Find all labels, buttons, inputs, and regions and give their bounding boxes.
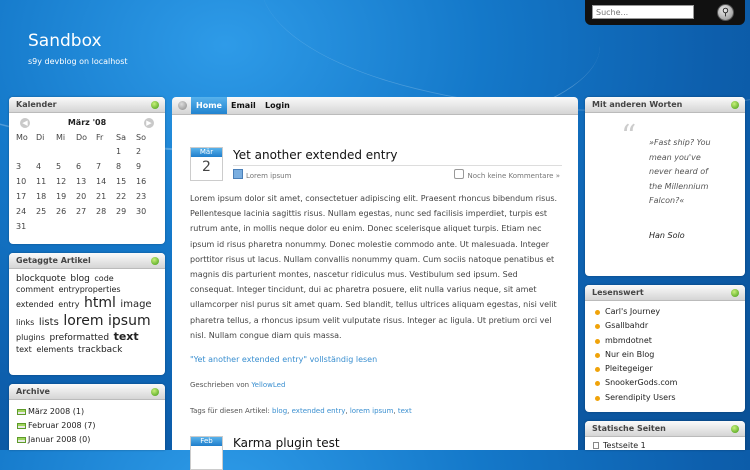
next-arrow-icon[interactable]: ▶ xyxy=(144,118,154,128)
post-comments-label: Noch keine Kommentare » xyxy=(467,172,560,180)
calendar-day: 20 xyxy=(76,192,87,201)
reading-widget xyxy=(585,285,745,412)
tags-label: Tags für diesen Artikel: xyxy=(190,407,270,415)
bullet-icon xyxy=(595,310,600,315)
archive-title: Archive xyxy=(16,387,50,396)
calendar-day: 21 xyxy=(96,192,107,201)
calendar-icon xyxy=(17,437,26,443)
calendar-day: 12 xyxy=(56,177,67,186)
calendar-icon xyxy=(17,409,26,415)
post-body: Lorem ipsum dolor sit amet, consectetuer adipiscing elit. Praesent rhoncus bibendum risus. Pellentesque lacinia sagittis risus. Nullam egestas, nunc sed facilisis imperdiet, turpis est rutrum ante, in mollis neque dolor eu enim. Donec scelerisque aliquet turpis. Etiam nec ipsum id risus pharetra nonummy. Donec molestie commodo ante. Ut malesuada. Integer porttitor risus ut lacus. Nullam convallis nonummy quam. Cum sociis natoque penatibus et magnis dis parturient montes, nascetur ridiculus mus. Vestibulum sed ipsum. Sed consequat. Integer tincidunt, dui ac pharetra posuere, elit nulla varius neque, sit amet ullamcorper nisl purus sit amet quam. Sed blandit, tellus ultrices aliquam egestas, nisi velit pharetra tellus, a rhoncus ipsum velit vulputate risus. Integer ac ligula. Ut pretium orci vel nisl. Nullam congue diam quis massa. xyxy=(190,194,558,340)
post-date-badge xyxy=(190,436,223,470)
page-icon xyxy=(593,442,599,449)
author-link[interactable]: YellowLed xyxy=(251,381,286,389)
calendar-day: 19 xyxy=(56,192,67,201)
tag-link[interactable]: trackback xyxy=(78,344,123,355)
reading-item[interactable] xyxy=(585,305,745,319)
calendar-day: 25 xyxy=(36,207,47,216)
archive-item[interactable] xyxy=(9,419,165,433)
search-button[interactable] xyxy=(717,4,734,21)
calendar-day: 8 xyxy=(116,162,122,171)
bullet-icon xyxy=(595,396,600,401)
calendar-day[interactable]: 2 xyxy=(136,147,142,156)
calendar-day xyxy=(96,144,116,159)
toggle-icon[interactable] xyxy=(731,289,739,297)
tag-link[interactable]: entryproperties xyxy=(58,285,121,295)
calendar-day xyxy=(76,219,96,234)
quote-mark-icon: “ xyxy=(621,119,637,154)
reading-label: Gsallbahdr xyxy=(605,321,649,331)
tag-link[interactable]: comment xyxy=(16,285,55,295)
archive-widget xyxy=(9,384,165,450)
comment-icon xyxy=(454,169,464,179)
calendar-day: 28 xyxy=(96,207,107,216)
tag-link[interactable]: entry xyxy=(58,300,80,310)
post-month: Mär xyxy=(191,148,222,157)
tag-link[interactable]: extended entry xyxy=(291,407,346,415)
reading-title: Lesenswert xyxy=(592,288,644,297)
calendar-day xyxy=(56,144,76,159)
calendar-day: 7 xyxy=(96,162,102,171)
tag-link[interactable]: lists xyxy=(38,316,59,328)
toggle-icon[interactable] xyxy=(151,257,159,265)
calendar-day: 3 xyxy=(16,162,22,171)
tag-link[interactable]: code xyxy=(94,274,114,283)
calendar-day xyxy=(56,219,76,234)
calendar-day xyxy=(136,219,156,234)
weekday: Mi xyxy=(56,132,66,142)
static-page-item[interactable] xyxy=(585,439,745,450)
tags-header xyxy=(9,253,165,269)
reading-list xyxy=(585,301,745,405)
calendar-grid xyxy=(16,130,156,234)
search-bar xyxy=(585,0,745,25)
calendar-day xyxy=(116,219,136,234)
calendar-day: 9 xyxy=(136,162,142,171)
tag-link[interactable]: ipsum xyxy=(108,312,151,329)
archive-label: Februar 2008 (7) xyxy=(28,421,96,430)
tag-link[interactable]: image xyxy=(120,299,152,311)
nav-email[interactable]: Email xyxy=(231,101,256,110)
toggle-icon[interactable] xyxy=(731,425,739,433)
post-day: 2 xyxy=(202,159,211,175)
bullet-icon xyxy=(595,381,600,386)
post-title[interactable]: Karma plugin test xyxy=(233,436,340,450)
tag-link[interactable]: blockquote xyxy=(16,274,66,284)
reading-item[interactable] xyxy=(585,362,745,376)
bullet-icon xyxy=(595,324,600,329)
tag-link[interactable]: blog xyxy=(272,407,288,415)
main-content xyxy=(172,115,578,450)
reading-label: SnookerGods.com xyxy=(605,378,678,388)
quote-title: Mit anderen Worten xyxy=(592,100,683,109)
calendar-day xyxy=(96,219,116,234)
post-comments[interactable] xyxy=(454,169,560,180)
post-category[interactable] xyxy=(233,169,291,180)
post-footer-tags: Tags für diesen Artikel: blog, extended entry, lorem ipsum, text xyxy=(190,407,412,415)
reading-item[interactable] xyxy=(585,319,745,333)
calendar-day xyxy=(36,219,56,234)
post-title[interactable]: Yet another extended entry xyxy=(233,148,398,162)
tag-link[interactable]: text xyxy=(16,344,32,354)
calendar-day: 13 xyxy=(76,177,87,186)
calendar-day: 16 xyxy=(136,177,147,186)
calendar-day: 24 xyxy=(16,207,27,216)
weekday: Sa xyxy=(116,132,126,142)
tag-cloud xyxy=(9,269,165,361)
nav-login[interactable]: Login xyxy=(265,101,290,110)
archive-list xyxy=(9,400,165,447)
weekday: Fr xyxy=(96,132,104,142)
quote-header xyxy=(585,97,745,113)
bullet-icon xyxy=(595,353,600,358)
quote-text: »Fast ship? You mean you've never heard of the Millennium Falcon?« xyxy=(649,138,711,205)
tag-link[interactable]: blog xyxy=(70,274,90,284)
reading-label: Pleitegeiger xyxy=(605,364,653,374)
tag-link[interactable]: extended xyxy=(16,300,54,310)
prev-arrow-icon[interactable]: ◀ xyxy=(20,118,30,128)
calendar-day xyxy=(16,144,36,159)
tags-title: Getaggte Artikel xyxy=(16,256,91,265)
static-pages-title: Statische Seiten xyxy=(592,424,666,433)
written-by-label: Geschrieben von xyxy=(190,381,250,389)
main-nav xyxy=(172,97,578,115)
calendar-title: Kalender xyxy=(16,100,57,109)
calendar-day: 1 xyxy=(116,147,122,156)
calendar-day: 10 xyxy=(16,177,27,186)
calendar-icon xyxy=(17,423,26,429)
calendar-day: 11 xyxy=(36,177,47,186)
post-date-badge xyxy=(190,147,223,181)
calendar-day: 31 xyxy=(16,222,27,231)
static-pages-header xyxy=(585,421,745,437)
calendar-day: 26 xyxy=(56,207,67,216)
reading-label: Carl's Journey xyxy=(605,307,661,316)
tag-link[interactable]: text xyxy=(397,407,412,415)
post-footer-author xyxy=(190,381,285,389)
calendar-day xyxy=(76,144,96,159)
reading-label: Nur ein Blog xyxy=(605,349,655,359)
post-category-label: Lorem ipsum xyxy=(246,172,292,180)
divider xyxy=(233,165,562,166)
post-month: Feb xyxy=(191,437,222,446)
tag-link[interactable]: links xyxy=(16,317,35,327)
calendar-widget xyxy=(9,97,165,244)
calendar-day xyxy=(36,144,56,159)
archive-label: März 2008 (1) xyxy=(28,407,85,416)
reading-label: Serendipity Users xyxy=(605,392,676,402)
archive-label: Januar 2008 (0) xyxy=(28,435,91,444)
reading-label: mbmdotnet xyxy=(605,335,652,345)
tag-link[interactable]: elements xyxy=(36,344,74,354)
tags-widget xyxy=(9,253,165,375)
static-page-label: Testseite 1 xyxy=(603,441,646,450)
read-more-link[interactable]: "Yet another extended entry" vollständig lesen xyxy=(190,355,378,364)
tag-link[interactable]: lorem xyxy=(63,312,104,329)
reading-item[interactable] xyxy=(585,391,745,405)
toggle-icon[interactable] xyxy=(151,388,159,396)
calendar-day: 27 xyxy=(76,207,87,216)
calendar-header xyxy=(9,97,165,113)
weekday: So xyxy=(136,132,146,142)
site-tagline: s9y devblog on localhost xyxy=(28,57,128,66)
reading-header xyxy=(585,285,745,301)
tag-link[interactable]: html xyxy=(83,295,116,312)
tag-link[interactable]: text xyxy=(113,330,139,344)
weekday: Di xyxy=(36,132,45,142)
toggle-icon[interactable] xyxy=(151,101,159,109)
calendar-day: 6 xyxy=(76,162,82,171)
archive-item[interactable] xyxy=(9,405,165,419)
archive-header xyxy=(9,384,165,400)
calendar-day: 15 xyxy=(116,177,127,186)
site-title[interactable]: Sandbox xyxy=(28,31,102,51)
bullet-icon xyxy=(595,367,600,372)
calendar-day: 23 xyxy=(136,192,147,201)
static-pages-list xyxy=(585,437,745,450)
calendar-day: 29 xyxy=(116,207,127,216)
static-pages-widget xyxy=(585,421,745,450)
weekday: Mo xyxy=(16,132,28,142)
archive-item[interactable] xyxy=(9,433,165,447)
weekday: Do xyxy=(76,132,88,142)
calendar-day: 17 xyxy=(16,192,27,201)
calendar-day: 30 xyxy=(136,207,147,216)
reading-item[interactable] xyxy=(585,376,745,390)
reading-item[interactable] xyxy=(585,334,745,348)
nav-home[interactable]: Home xyxy=(191,97,227,114)
reading-item[interactable] xyxy=(585,348,745,362)
search-input[interactable] xyxy=(592,5,694,19)
tag-link[interactable]: plugins xyxy=(16,333,45,343)
toggle-icon[interactable] xyxy=(731,101,739,109)
calendar-month: März '08 xyxy=(67,118,107,127)
calendar-day: 4 xyxy=(36,162,42,171)
tag-link[interactable]: preformatted xyxy=(49,333,110,344)
folder-icon xyxy=(233,169,243,179)
nav-bullet-icon xyxy=(178,101,187,110)
quote-author: Han Solo xyxy=(649,231,685,240)
tag-link[interactable]: lorem ipsum xyxy=(349,407,394,415)
magnifier-icon: ⚲ xyxy=(721,7,730,18)
bullet-icon xyxy=(595,339,600,344)
calendar-day: 14 xyxy=(96,177,107,186)
quote-widget xyxy=(585,97,745,276)
calendar-nav xyxy=(9,116,165,130)
calendar-day: 18 xyxy=(36,192,47,201)
calendar-day: 5 xyxy=(56,162,62,171)
calendar-day: 22 xyxy=(116,192,127,201)
